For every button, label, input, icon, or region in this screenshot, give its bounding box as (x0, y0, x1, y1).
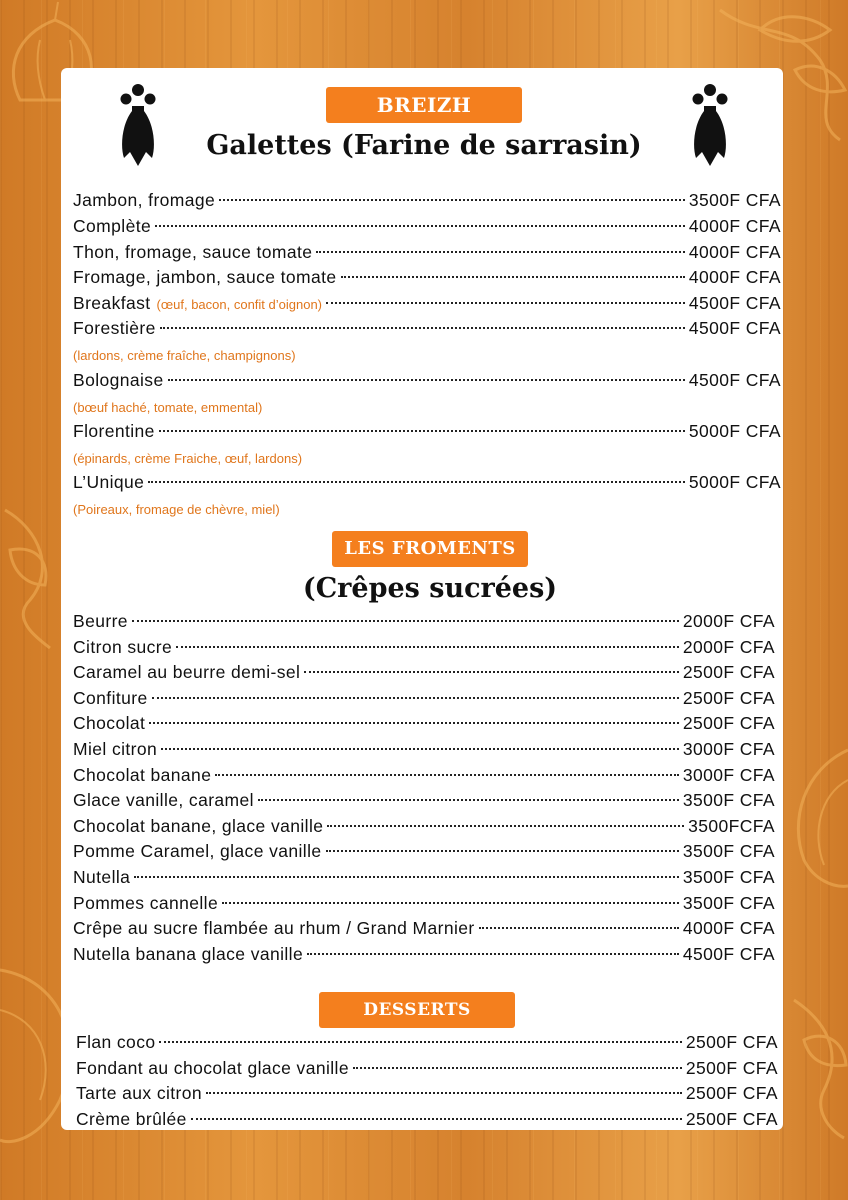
dot-leader (152, 697, 679, 699)
menu-item-row (73, 609, 775, 634)
menu-item-name: Beurre (73, 611, 128, 631)
menu-item-row (73, 737, 775, 762)
menu-item-price: 4000F CFA (682, 918, 775, 939)
menu-item-name: Crème brûlée (76, 1108, 187, 1129)
menu-item-price: 3000F CFA (682, 739, 775, 759)
menu-item-price: 4500F CFA (688, 370, 781, 390)
menu-item-price: 3500F CFA (682, 841, 775, 862)
menu-item-name: Jambon, fromage (73, 190, 216, 210)
dot-leader (161, 748, 679, 750)
dot-leader (191, 1118, 682, 1120)
dot-leader (159, 430, 685, 432)
dot-leader (149, 722, 679, 724)
dot-leader (219, 199, 685, 201)
dot-leader (222, 902, 679, 904)
menu-item-row (73, 711, 775, 736)
menu-item-price: 4000F CFA (688, 267, 781, 287)
menu-item-row (73, 470, 781, 495)
menu-item-row (73, 291, 781, 316)
menu-item-row (73, 188, 781, 213)
menu-item-price: 4000F CFA (688, 216, 781, 236)
menu-item-price: 4500F CFA (688, 293, 781, 313)
menu-item-row (73, 916, 775, 941)
menu-item-row (73, 368, 781, 393)
menu-item-name: Tarte aux citron (76, 1083, 203, 1103)
menu-item-name: L’Unique (73, 472, 145, 492)
menu-item-price: 3000F CFA (682, 764, 775, 785)
menu-item-price: 4000F CFA (688, 242, 781, 262)
menu-item-row (73, 635, 775, 660)
menu-item-row (73, 891, 775, 916)
menu-item-price: 2500F CFA (685, 1083, 778, 1103)
menu-item-price: 2500F CFA (685, 1032, 778, 1052)
menu-item-name: Breakfast (73, 293, 151, 313)
menu-item-price: 3500F CFA (682, 867, 775, 887)
menu-item-name: Complète (73, 216, 152, 236)
dot-leader (307, 953, 679, 955)
menu-item-name: Citron sucre (73, 636, 173, 657)
menu-item-name: Thon, fromage, sauce tomate (73, 242, 313, 262)
menu-item-name: Chocolat banane (73, 764, 212, 785)
dot-leader (326, 302, 685, 304)
menu-item-price: 5000F CFA (688, 472, 781, 492)
menu-item-note: (œuf, bacon, confit d’oignon) (156, 297, 323, 312)
menu-item-price: 3500FCFA (688, 815, 775, 836)
menu-item-row (73, 265, 781, 290)
menu-item-description: (lardons, crème fraîche, champignons) (73, 348, 296, 363)
menu-item-price: 2500F CFA (682, 713, 775, 734)
dot-leader (132, 620, 679, 622)
menu-item-row (76, 1081, 778, 1106)
menu-item-price: 2500F CFA (682, 687, 775, 708)
dot-leader (148, 481, 685, 483)
menu-item-name: Crêpe au sucre flambée au rhum / Grand Marnier (73, 918, 475, 939)
menu-item-price: 4500F CFA (688, 318, 781, 338)
menu-item-row (73, 942, 775, 967)
leaf-decoration-icon (0, 490, 60, 650)
menu-item-row (73, 214, 781, 239)
menu-item-row (73, 763, 775, 788)
breton-ermine-icon (684, 84, 736, 166)
menu-item-name: Nutella (73, 867, 131, 887)
menu-item-row (73, 865, 775, 890)
menu-item-row (73, 839, 775, 864)
menu-item-row (73, 419, 781, 444)
menu-item-name: Forestière (73, 318, 156, 338)
dot-leader (327, 825, 684, 827)
dot-leader (316, 251, 684, 253)
menu-item-name: Chocolat (73, 713, 146, 734)
menu-item-row (76, 1030, 778, 1055)
dot-leader (353, 1067, 682, 1069)
menu-item-description: (Poireaux, fromage de chèvre, miel) (73, 502, 280, 517)
menu-item-name: Glace vanille, caramel (73, 790, 254, 811)
menu-item-price: 2000F CFA (682, 636, 775, 657)
menu-item-row (73, 240, 781, 265)
dot-leader (176, 646, 679, 648)
section-badge-froments: LES FROMENTS (332, 531, 528, 567)
dot-leader (304, 671, 679, 673)
section-subtitle-froments: (Crêpes sucrées) (302, 573, 558, 604)
dot-leader (206, 1092, 682, 1094)
dot-leader (479, 927, 679, 929)
menu-item-price: 2500F CFA (682, 662, 775, 683)
menu-item-name: Bolognaise (73, 370, 164, 390)
section-badge-breizh: BREIZH (326, 87, 522, 123)
menu-item-price: 3500F CFA (682, 790, 775, 811)
menu-item-name: Caramel au beurre demi-sel (73, 662, 301, 683)
section-badge-desserts: DESSERTS (319, 992, 515, 1028)
menu-item-row (73, 316, 781, 341)
dot-leader (341, 276, 685, 278)
menu-item-row (73, 814, 775, 839)
dot-leader (326, 850, 679, 852)
dot-leader (215, 774, 679, 776)
menu-item-description: (épinards, crème Fraiche, œuf, lardons) (73, 451, 303, 466)
dot-leader (134, 876, 679, 878)
menu-item-price: 2500F CFA (685, 1108, 778, 1129)
dot-leader (160, 327, 685, 329)
onion-decoration-icon (784, 740, 848, 890)
menu-item-row (76, 1107, 778, 1132)
menu-item-price: 4500F CFA (682, 943, 775, 964)
menu-item-price: 2000F CFA (682, 611, 775, 631)
menu-item-description: (bœuf haché, tomate, emmental) (73, 400, 263, 415)
menu-item-name: Confiture (73, 687, 148, 708)
breton-ermine-icon (112, 84, 164, 166)
menu-item-price: 3500F CFA (682, 892, 775, 913)
dot-leader (155, 225, 685, 227)
menu-item-row (76, 1056, 778, 1081)
menu-item-price: 5000F CFA (688, 421, 781, 441)
menu-item-price: 3500F CFA (688, 190, 781, 210)
menu-item-row (73, 660, 775, 685)
menu-item-name: Pommes cannelle (73, 892, 219, 913)
menu-item-price: 2500F CFA (685, 1057, 778, 1078)
menu-item-row (73, 686, 775, 711)
menu-item-name: Fondant au chocolat glace vanille (76, 1057, 349, 1078)
dot-leader (258, 799, 679, 801)
menu-item-name: Miel citron (73, 739, 158, 759)
menu-item-name: Nutella banana glace vanille (73, 943, 304, 964)
menu-item-name: Pomme Caramel, glace vanille (73, 841, 322, 862)
menu-item-name: Fromage, jambon, sauce tomate (73, 267, 337, 287)
menu-item-name: Chocolat banane, glace vanille (73, 815, 324, 836)
menu-item-name: Florentine (73, 421, 155, 441)
section-subtitle-galettes: Galettes (Farine de sarrasin) (206, 130, 642, 161)
dot-leader (159, 1041, 681, 1043)
menu-item-row (73, 788, 775, 813)
leaf-decoration-icon (784, 990, 848, 1140)
menu-item-name: Flan coco (76, 1032, 156, 1052)
dot-leader (168, 379, 685, 381)
